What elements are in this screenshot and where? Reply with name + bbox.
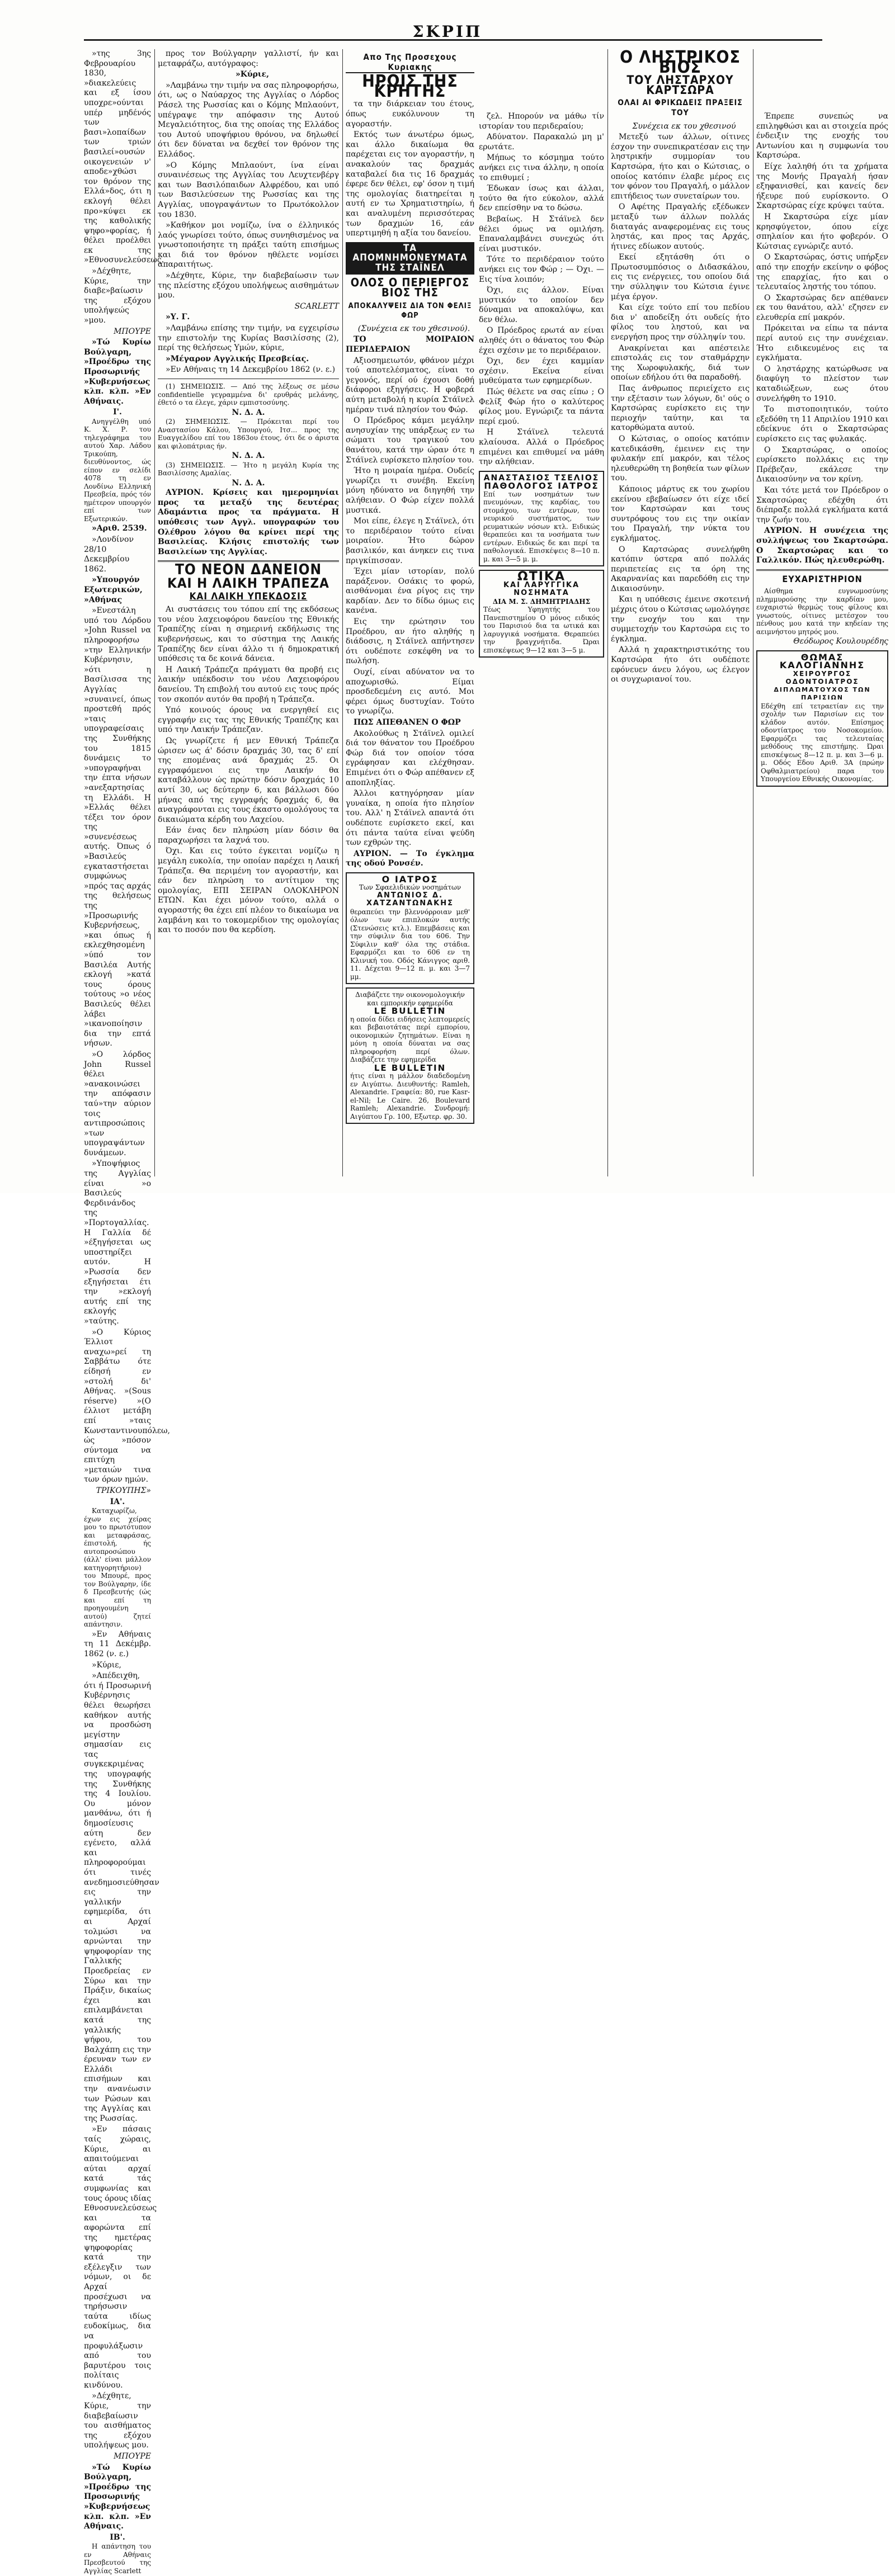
footnote: (1) ΣΗΜΕΙΩΣΙΣ. — Από της λέξεως σε μέσω confidentielle γεγραμμένα δι' ερυθράς μελάνης, έθετό ο τα έλεγε, χάριν εμπιστοσύνης.: [158, 382, 339, 407]
ad-name: ΘΩΜΑΣ ΚΑΛΟΓΙΑΝΝΗΣ: [779, 651, 865, 671]
advertisement-pathologist: [479, 471, 604, 567]
paragraph: »Υποψήφιος της Αγγλίας είναι »ο Βασιλεύς Φερδινάνδος της »Πορτογαλλίας. Η Γαλλία δέ »έξηγήσεται ως υποστηρίξει αυτόν. Η »Ρωσσία δεν εξηγήσεται έτι την »εκλογή αυτής επί της εκλογής »ταύτης.: [84, 1159, 151, 1326]
paragraph: »Εν Αθήναις τη 11 Δεκέμβρ. 1862 (ν. ε.): [84, 1629, 151, 1658]
subheadline: ΟΛΑΙ ΑΙ ΦΡΙΚΩΔΕΙΣ ΠΡΑΞΕΙΣ ΤΟΥ: [618, 98, 743, 117]
headline-leader: ΤΟΥ ΛΗΣΤΑΡΧΟΥ ΚΑΡΤΣΩΡΑ: [626, 73, 734, 97]
ad-line: Διαβάζετε την οικονομολογικήν και εμπορικήν εφημερίδα: [355, 991, 465, 1007]
advertisement-bulletin: [346, 987, 474, 1124]
address: »Τώ Κυρίω Βούλγαρη, »Προέδρω της Προσωρινής »Κυβερνήσεως κλπ. κλπ. »Εν Αθήναις.: [84, 2462, 151, 2531]
paragraph: Ο Πρόεδρος ερωτά αν είναι αληθές ότι ο θάνατος του Φώρ έχει σχέσιν με το περιδέραιον.: [479, 326, 604, 355]
paragraph: »Ο λόρδος John Russel θέλει »ανακοινώσει την απόφασιν ταύ»την αύριον τοις αντιπροσώποις »των υπογραψάντων δυνάμεων.: [84, 1050, 151, 1157]
signature: ΤΡΙΚΟΥΠΗΣ»: [96, 1486, 151, 1496]
paragraph: Ακολούθως η Στάϊνελ ομιλεί διά τον θάνατον του Προέδρου Φώρ διά τον οποίον τόσα εγράφησαν και ελέχθησαν. Επιμένει ότι ο Φώρ απέθανεν εξ αποπληξίας.: [346, 729, 474, 787]
paragraph: Και είχε τούτο επί του πεδίου δια ν' αποδείξη ότι ουδείς ήτο φίλος του ληστού, και να ενεργήση προς την σύλληψίν του.: [611, 303, 750, 342]
headline-crete: ΗΡΩΙΣ ΤΗΣ ΚΡΗΤΗΣ: [362, 72, 458, 101]
headline-life: ΟΛΟΣ Ο ΠΕΡΙΕΡΓΟΣ ΒΙΟΣ ΤΗΣ: [350, 276, 470, 300]
thanks-text: Αίσθημα ευγνωμοσύνης πλημμυρούσης την καρδίαν μου, ευχαριστώ θερμώς τους φίλους και γνωστούς, οίτινες μετέσχον του πένθους μου κατά την κηδείαν της αειμνήστου μητρός μου.: [756, 587, 888, 636]
signature: Θεόδωρος Κουλουρέδης: [793, 637, 888, 646]
ad-name: ΑΝΑΣΤΑΣΙΟΣ ΤΣΕΛΙΟΣ: [483, 473, 600, 483]
masthead-rule: [84, 39, 822, 41]
paragraph: Το πιστοποιητικόν, τούτο εξεδόθη τη 11 Απριλίου 1910 και εδείκνυε ότι ο Σκαρτσώρας ευρίσκετο εις τας φυλακάς.: [756, 405, 888, 443]
paragraph: Είχε λαληθή ότι τα χρήματα της Μονής Πραγαλή ήσαν εξηφανισθεί, και κανείς δεν ήξευρε πού ευρίσκοντο. Ο Σκαρτσώρας είχε κρύψει ταύτα.: [756, 162, 888, 211]
ad-name: LE BULLETIN: [374, 1006, 446, 1017]
paragraph: »Κύριε,: [235, 70, 270, 79]
paragraph: »Εν πάσαις ταίς χώραις, Κύριε, αι απαιτούμεναι αύται αρχαί κατά τάς συμφωνίας και τους όρους ιδίας Εθνοσυνελεύσεως και τα αφορώντα επί της ημετέρας ψηφοφορίας κατά την εξέλεγξιν των νόμων, οι δε Αρχαί προσέχωσι να τηρήσωσιν ταύτα ιδίως ευδοκίμως, δια να προφυλάξωσιν από του βαρυτέρου τοις πολίταις κινδύνου.: [84, 2125, 157, 2390]
subheadline: ΚΑΙ ΛΑΙΚΗ ΥΠΕΚΔΟΣΙΣ: [189, 590, 308, 602]
ad-subtitle: ΔΙΠΛΩΜΑΤΟΥΧΟΣ ΤΩΝ ΠΑΡΙΣΙΩΝ: [774, 686, 871, 702]
column-1-text: [84, 49, 170, 2576]
paragraph: Έδωκαν ίσως και άλλαι, τούτο θα ήτο εύκολον, αλλά δεν επείσθην να το δώσω.: [479, 184, 604, 213]
paragraph: ζελ. Ηπορούν να μάθω τίν ιστορίαν του περιδεραίου;: [479, 112, 604, 131]
thanks-title: ΕΥΧΑΡΙΣΤΗΡΙΟΝ: [782, 573, 863, 584]
note-signature: Ν. Δ. Α.: [232, 478, 265, 488]
kicker: Απο Της Προσεχους Κυριακης: [346, 53, 474, 73]
paragraph: Ο Σκαρτσώρας, ο οποίος ευρίσκετο πολλάκις εις την Πρέβεζαν, εκάλεσε την Δικαιοσύνην να τον κρίνη.: [756, 445, 888, 484]
column-3: [346, 49, 474, 1173]
signature: SCARLETT: [294, 301, 339, 311]
ad-title: ΠΑΘΟΛΟΓΟΣ ΙΑΤΡΟΣ: [484, 481, 599, 491]
paragraph: »Δέχθητε, Κύριε, την διαβεβαίωσιν των της πλείστης εξόχου υπολήψεως αισθημάτων μου.: [158, 271, 339, 300]
headline-bandit: Ο ΛΗΣΤΡΙΚΟΣ ΒΙΟΣ: [620, 48, 741, 77]
ad-text: Εδέχθη επί τετραετίαν εις την σχολήν των Παρισίων εις τον κλάδον αυτόν. Επίσημος οδοντίατρος του Νοσοκομείου. Εφαρμόζει τας τελευταίας μεθόδους της επιστήμης. Ώραι επισκέψεως 8—12 π. μ. και 3—6 μ. μ. Οδός Εδου Αριθ. 3Α (πρώην Οφθαλμιατρείου) παρα του Υπουργείου Εθνικής Οικονομίας.: [761, 702, 884, 783]
paragraph: Όχι, δεν έχει καμμίαν σχέσιν. Εκείνα είναι μυθεύματα των εφημερίδων.: [479, 357, 604, 386]
paragraph: »της 3ης Φεβρουαρίου 1830, »διακελεύεις και εξ ίσου υποχρε»ούνται υπέρ μηδένός των βασι»λοπαίδων των τριών βασιλεί»ουσών οικογενειών ν' αποδε»χθώσι τον θρόνον της Ελλά»δος, ότι η εκλογή θέλει προ»κύψει εκ της καθολικής ψηφο»φορίας, ή θέλει προέλθει εκ της »Εθνοσυνελεύσεως.: [84, 49, 164, 265]
headline-memoirs: ΤΑ ΑΠΟΜΝΗΜΟΝΕΥΜΑΤΑ ΤΗΣ ΣΤΑΪΝΕΛ: [346, 242, 474, 275]
paragraph: Εκεί εξητάσθη ότι ο Πρωτοσυμπόσιος ο Διδασκάλου, εις τις ενέργειες, του οποίου διά την σύλληψιν του Κώτσια έγινε μέγα έργον.: [611, 253, 750, 301]
ad-subtitle: ΚΑΙ ΛΑΡΥΓΓΙΚΑ ΝΟΣΗΜΑΤΑ: [503, 580, 580, 598]
paragraph: Έπρεπε συνεπώς να επιληφθώσι και αι στοιχεία πρός ένδειξιν της ενοχής του Αντωνίου και η συμφωνία του Καρτσώρα.: [756, 112, 888, 160]
paragraph: »Ο Κόμης Μπλαούντ, ίνα είναι συναινέσεως της Αγγλίας του Λευχτενβέργ και των Βασιλόπαιδων Αλφρέδου, και υπό των Βασιλεύσεων της Ρωσσίας και της Αγγλίας, υπογραψάντων το Πρωτόκολλον του 1830.: [158, 160, 339, 219]
ad-title: Ο ΙΑΤΡΟΣ: [381, 873, 439, 885]
ad-title: ΧΕΙΡΟΥΡΓΟΣ ΟΔΟΝΤΟΙΑΤΡΟΣ: [785, 669, 859, 686]
paragraph: Ο Σκαρτσώρας δεν απέθανεν εκ του θανάτου, αλλ' εζησεν εν ελευθερία επί μακρόν.: [756, 293, 888, 322]
paragraph: τα την διάρκειαν του έτους, όπως ευκόλυνουν τη αγοραστήν.: [346, 100, 474, 129]
paragraph: προς τον Βούλγαρην γαλλιστί, ήν και μεταφράζω, αυτόγραφος:: [158, 49, 339, 68]
signature: ΜΠΟΥΡΕ: [114, 2452, 151, 2461]
paragraph: »Δέχθητε, Κύριε, την διαβε»βαίωσιν της εξόχου υπολήψεώς »μου.: [84, 267, 151, 325]
paragraph: »Ενεστάλη υπό του Λόρδου »John Russel να πληροφορήσω »την Ελληνικήν Κυβέρνησιν, »ότι η Βασίλισσα της Αγγλίας »συναινεί, όπως προστεθή πρός »ταις υπογραφείσαις της Συνθήκης του 1815 δυνάμεις το »υπογραφήναι την έπτα νήσων »ανεξαρτησίας τη Ελλάδι. Η »Ελλάς θέλει τέξει τον όρον της »συνενέσεως αυτής. Όπως ό »Βασιλεύς εγκαταστήσεται συμφώνως »πρός τας αρχάς της θελήσεως της »Προσωρινής Κυβερνήσεως, »και όπως ή εκλεχθησομένη »ύπό τον Βασιλέα Αυτής εκλογή »κατά τους όρους τούτους »ο νέος Βασιλεύς θέλει λάβει »ικανοποίησιν δια την επτά νήσων.: [84, 606, 151, 1048]
column-5: [611, 49, 750, 1173]
paragraph: »Υ. Γ.: [166, 313, 190, 322]
paragraph: Ουχί, είναι αδύνατον να το αποχωρισθώ. Είμαι προσδεδεμένη εις αυτό. Μοι φέρει όμως δυστυχίαν. Τούτο το γνωρίζω.: [346, 668, 474, 716]
paragraph: Αι συστάσεις του τόπου επί της εκδόσεως του νέου λαχειοφόρου δανείου της Εθνικής Τραπέζης είναι η σημερινή εκδήλωσις της κυβερνήσεως, και το σύστημα της Λαικής Τραπέζης δεν είναι άλλο τι ή δημοκρατική υπόθεσις τα δε κοινά δάνεια.: [158, 605, 339, 664]
advertisement-doctor: [346, 872, 474, 985]
paragraph: Ο Σκαρτσώρας, όστις υπήρξεν από την εποχήν εκείνην ο φόβος της επαρχίας, ήτο και ο τελευταίος ληστής του τόπου.: [756, 253, 888, 292]
ad-name: LE BULLETIN: [374, 1062, 446, 1073]
continuation-note: (Συνέχεια εκ του χθεσινού).: [357, 324, 470, 333]
divider: [756, 569, 888, 571]
headline-loan: ΤΟ ΝΕΟΝ ΔΑΝΕΙΟΝ: [175, 561, 322, 579]
paragraph: Ο ληστάρχης κατώρθωσε να διαφύγη το πλείστον των καταδιώξεων, εως ότου συνελήφθη το 1910.: [756, 364, 888, 403]
paragraph: Ο Πρόεδρος κάμει μεγάλην ανησυχίαν της υπάρξεως εν τω σώματι του τραγικού του θανάτου, κατά την ώραν ότε η Στάϊνελ ευρίσκετο πλησίον του.: [346, 416, 474, 465]
paragraph: »Λαμβάνω επίσης την τιμήν, να εγχειρίσω την επιστολήν της Κυρίας Βασιλίσσης (2), περί της θελήσεως Υμών, κύριε,: [158, 324, 339, 353]
paragraph: Μοι είπε, έλεγε η Στάϊνελ, ότι το περιδέραιον τούτο είναι μοιραίον. Ήτο δώρον βασιλικόν, και άνηκεν εις τινα πριγκίπισσαν.: [346, 517, 474, 565]
paragraph: Έχει μίαν ιστορίαν, πολύ παράξενον. Οσάκις το φορώ, αισθάνομαι ένα ρίγος εις την καρδίαν. Δεν το δίδω όμως εις κανένα.: [346, 567, 474, 616]
note-signature: Ν. Δ. Α.: [232, 408, 265, 417]
paragraph: »Καθήκον μοι νομίζω, ίνα ο έλληνικός λαός γνωρίσει τούτο, όπως συνηθισμένος να γνωστοποιήσητε τη πράξει ταύτη επισήμως και διά τον θρόνον ηθέλετε νομίσει απαραιτήτως.: [158, 221, 339, 270]
paragraph: Ανηγγέλθη υπό Κ. Χ. Ρ. του τηλεγράφημα του αυτού Χαρ. Λάδου Τρικούπη, διευθύνοντος, ώς είπον εν σελίδι 4078 τη εν Λονδίνω Ελληνική Πρεσβεία, πρός τόν ημέτερον υπουργόν επί των Εξωτερικών.: [84, 417, 151, 523]
paragraph: Ο Κώτσιας, ο οποίος κατόπιν κατεδικάσθη, έμεινεν εις την φυλακήν επί μακρόν, και τέλος ηλευθερώθη τη βοηθεία των φίλων του.: [611, 434, 750, 483]
address: »Τώ Κυρίω Βούλγαρη, »Προέδρω της Προσωρινής »Κυβερνήσεως κλπ. κλπ. »Εν Αθήναις.: [84, 338, 151, 406]
advertisement-dentist: [756, 650, 888, 787]
paragraph: ΑΥΡΙΟΝ. — Το έγκλημα της οδού Ρονσέν.: [346, 849, 474, 868]
footnote: (2) ΣΗΜΕΙΩΣΙΣ. — Πρόκειται περί του Αναστασίου Κάλου, Υπουργού, Ιτσ... προς της Ευαγγελίδου επί του 1863ου έτους, ότι δε ο άριστα και φιλοπάτριας ήν.: [158, 418, 339, 450]
footnote: (3) ΣΗΜΕΙΩΣΙΣ. — Ήτο η μεγάλη Κυρία της Βασιλίσσης Αμαλίας.: [158, 461, 339, 478]
paragraph: Ο Καρτσώρας συνελήφθη κατόπιν ύστερα από πολλάς περιπετείας εις τα όρη της Ακαρνανίας και παρεδόθη εις την Δικαιοσύνην.: [611, 545, 750, 593]
ad-title: ΩΤΙΚΑ: [517, 570, 566, 584]
paragraph: Εάν ένας δεν πληρώση μίαν δόσιν θα παραχωρήσει τα λαχνά του.: [158, 826, 339, 845]
paragraph: »Υπουργόν Εξωτερικών, »Αθήνας: [84, 575, 143, 604]
column-divider: [154, 49, 155, 1176]
masthead: ΣΚΡΙΠ: [412, 22, 483, 41]
paragraph: Ήτο η μοιραία ημέρα. Ουδείς γνωρίζει τι συνέβη. Εκείνη μόνη ηδύνατο να διηγηθή την αλήθειαν. Ο Φώρ είχεν πολλά μυστικά.: [346, 466, 474, 515]
paragraph: Ανακρίνεται και απέστειλε επιστολάς εις τον σταθμάρχην της Χωροφυλακής, διά των οποίων εδήλου ότι θα παραδοθή.: [611, 343, 750, 382]
paragraph: »Δέχθητε, Κύριε, την διαβεβαίωσιν του αισθήματος της εξόχου υπολήψεως μου.: [84, 2391, 151, 2450]
paragraph: Μήπως το κόσμημα τούτο ανήκει εις τινα άλλην, η οποία το επιθυμεί ;: [479, 153, 604, 182]
paragraph: »Αριθ. 2539.: [92, 524, 147, 533]
paragraph: Η Λαική Τράπεζα πράγματι θα προβή εις λαικήν υπέκδοσιν του νέου Λαχειοφόρου δανείου. Τη επιβολή του αυτού εις τους πρός τον σκοπόν αυτόν θα προβή η Τράπεζα.: [158, 665, 339, 704]
paragraph: »Κύριε,: [92, 1660, 121, 1670]
paragraph: Η απάντηση του εν Αθήναις Πρεσβευτού της Αγγλίας Scarlett: [84, 2542, 151, 2575]
ad-text: Επί των νοσημάτων των πνευμόνων, της καρδίας, του στομάχου, των εντέρων, του νευρικού συστήματος, των ρευματικών νόσων κτλ. Ειδικώς θεραπεύει και τα νοσήματα των εντέρων. Ειδικώς δε και περί τα παθολογικά. Επισκέψεις 8—10 π. μ. και 3—5 μ. μ.: [483, 490, 600, 563]
paragraph: Αλλά η χαρακτηριστικότης του Καρτσώρα ήτο ότι ουδέποτε εφόνευεν άνευ λόγου, ως έλεγον οι συγχωριανοί του.: [611, 645, 750, 684]
paragraph: Τότε το περιδέραιον τούτο ανήκει εις τον Φώρ ; — Όχι. — Εις τίνα λοιπόν;: [479, 255, 604, 284]
section-number: Ι'.: [113, 408, 122, 417]
section-number: ΙΒ'.: [110, 2532, 125, 2542]
note-signature: Ν. Δ. Α.: [232, 451, 265, 461]
paragraph: Εκτός των άνωτέρω όμως, και άλλο δικαίωμα θα παρέχεται εις τον αγοραστήν, η ανακαλούν τας δραχμάς καταβαλεί δια τις 16 δραχμάς έφερε δεν θέλει, εφ' όσον η τιμή της ομολογίας διατηρείται η αυτή εν τω Χρηματιστηρίω, ή και αναλυμένη περισσότερας των δραχμών 16, εάν υπερτιμηθή η αξία του δανείου.: [346, 130, 474, 238]
section-title: ΤΟ ΜΟΙΡΑΙΟΝ ΠΕΡΙΔΕΡΑΙΟΝ: [346, 335, 474, 355]
paragraph: Πρόκειται να είπω τα πάντα περί αυτού εις την συνέχειαν. Ήτο ειδικευμένος εις τα εγκλήματα.: [756, 324, 888, 363]
section-number: ΙΑ'.: [110, 1497, 125, 1506]
subheadline: ΑΠΟΚΑΛΥΨΕΙΣ ΔΙΑ ΤΟΝ ΦΕΛΙΞ ΦΩΡ: [348, 301, 472, 320]
paragraph: »Εν Αθήναις τη 14 Δεκεμβρίου 1862 (ν. ε.): [166, 365, 336, 375]
advertisement-ent: [479, 570, 604, 658]
ad-text: ήτις είναι η μάλλον διαδεδομένη εν Αιγύπτω. Διευθυντής: Ramleh, Alexandrie. Γραφεία: 80, rue Kasr-el-Nil; Le Caire. 26, Boulevard Ramleh; Alexandrie. Συνδρομή: Αιγύπτου Γρ. 100, Εξωτερ. φρ. 30.: [350, 1072, 470, 1121]
section-title: ΠΩΣ ΑΠΕΘΑΝΕΝ Ο ΦΩΡ: [354, 718, 461, 727]
paragraph: Όχι. Και εις τούτο έγκειται νομίζω η μεγάλη ευκολία, την οποίαν παρέχει η Λαική Τράπεζα. Θα περιμένη τον αγοραστήν, και εάν δεν πληρώση το αντίτιμον της ομολογίας, ΕΠΙ ΣΕΙΡΑΝ ΟΛΟΚΛΗΡΟΝ ΕΤΩΝ. Και έχει μόνον τούτο, αλλά ο αγοραστής θα έχει επί πλέον το δικαίωμα να λαμβάνη και το τοκομερίδιον της ομολογίας και το ποσόν που θα κερδίση.: [158, 847, 339, 935]
paragraph: Βεβαίως. Η Στάϊνελ δεν θέλει όμως να ομιλήση. Επαναλαμβάνει συνεχώς ότι είναι μυστικόν.: [479, 214, 604, 253]
paragraph: Υπό κοινούς όρους να ενεργηθεί εις εγγραφήν εις τας της Εθνικής Τραπέζης και υπό την Λαικήν Τράπεζαν.: [158, 706, 339, 735]
ad-name: ΔΙΑ Μ. Σ. ΔΗΜΗΤΡΙΑΔΗΣ: [492, 597, 591, 606]
headline-bank: ΚΑΙ Η ΛΑΙΚΗ ΤΡΑΠΕΖΑ: [167, 575, 329, 592]
ad-text: Τέως Υφηγητής του Πανεπιστημίου Ο μόνος ειδικός του Παρισιού δια τα ωτικά και λαρυγγικά νοσήματα. Θεραπεύει την βραγχνήτιδα. Ώραι επισκέψεως 9—12 και 3—5 μ.: [483, 606, 600, 654]
column-6: [756, 112, 888, 1174]
ad-name: ΑΝΤΩΝΙΟΣ Δ. ΧΑΤΖΑΝΤΩΝΑΚΗΣ: [366, 891, 454, 908]
paragraph: »Μέγαρον Αγγλικής Πρεσβείας.: [166, 354, 309, 363]
paragraph: Καταχωρίζω, έχων εις χείρας μου το πρωτότυπον και μεταφράσας, έπιστολή, ής αυτοπροσώπου (άλλ' είναι μάλλον κατηγορητήριον) του Μπουρέ, προς τον Βούλγαρην, ίδε δ Πρεσβευτής (ώς και επί τη προηγουμένη αυτού) ζητεί απάντησιν.: [84, 1507, 151, 1629]
paragraph: Και η υπόθεσις έμεινε σκοτεινή μέχρις ότου ο Κώτσιας ωμολόγησε την ενοχήν του και την συμμετοχήν του Καρτσώρα εις το έγκλημα.: [611, 595, 750, 644]
column-4: [479, 112, 604, 1174]
paragraph: Κάποιος μάρτυς εκ του χωρίου εκείνου εβεβαίωσεν ότι είχε ιδεί τον Καρτσώραν και τους συντρόφους του εις την οικίαν του Πραγαλή, την νύκτα του εγκλήματος.: [611, 484, 750, 543]
signature: ΜΠΟΥΡΕ: [114, 327, 151, 336]
paragraph: Άλλοι κατηγόρησαν μίαν γυναίκα, η οποία ήτο πλησίον του. Αλλ' η Στάϊνελ απαντά ότι ουδέποτε ευρίσκετο εκεί, και ότι πάντα ταύτα είναι ψεύδη των εχθρών της.: [346, 789, 474, 848]
ad-subtitle: Των Σφαελιδικών νοσημάτων: [359, 883, 461, 892]
paragraph: »Ο Κύριος Έλλιοτ αναχω»ρεί τη Σαββάτω ότε είδησή εν »στολή δι' Αθήνας. »(Sous réserve) »(Ο έλλιοτ μετάβη επί »ταις Κωνσταντινουπόλεω, ώς »πόσον σύντομα να επιτύχη »μεταιών τινα των όρων ημών.: [84, 1327, 170, 1485]
paragraph: »Λονδίνον 28/10 Δεκεμβρίου 1862.: [84, 535, 134, 574]
ad-text: θεραπεύει την βλεννόρροιαν μεθ' όλων των επιπλοκών αυτής (Στενώσεις κτλ.). Επεμβάσεις και την σύφιλιν δια του 606. Την Σύφιλιν καθ' όλα της στάδια. Εφαρμόζει και το 606 εν τη Κλινική του. Οδός Κάνιγγος αριθ. 11. Δέχεται 9—12 π. μ. και 3—7 μμ.: [350, 907, 470, 981]
tomorrow-notice: ΑΥΡΙΟΝ. Η συνέχεια της συλλήψεως του Σκαρτσώρα. Ο Σκαρτσώρας και το Γαλλικόν. Πώς ηλευθερώθη.: [756, 526, 888, 565]
column-divider: [607, 49, 608, 1176]
paragraph: Όχι, εις άλλον. Είναι μυστικόν το οποίον δεν δύναμαι να αποκαλύψω, και δεν θέλω.: [479, 286, 604, 324]
paragraph: Εις την ερώτησιν του Προέδρου, αν ήτο αληθής η διάδοσις, η Στάϊνελ απήντησεν ότι ουδέποτε εσκέφθη να το πωλήση.: [346, 617, 474, 666]
paragraph: Ως γνωρίζετε ή μεν Εθνική Τράπεζα ώρισεν ως ά' δόσιν δραχμάς 30, τας δ' επί της επομένας ανά δραχμάς 25. Οι εγγραφόμενοι εις την Λαικήν θα καταβάλλουν ώς πρώτην δόσιν δραχμάς 10 αντί 30, ως δεύτερην 6, και βάλλωσι δύο μήνας από της εγγραφής δραχμάς 6, θα αναγράφονται εις τους έκαστο ομολόγους τα δικαιώματα κέρδη του Λαχείου.: [158, 736, 339, 824]
tomorrow-notice: ΑΥΡΙΟΝ. Κρίσεις και ημερομηνίαι προς τα μεταξύ της δευτέρας Αδαμάντια προς τα πράγματα. Η υπόθεσις των Αγγλ. υπογραφών του Ολέθρου λόγου θα κρίνει περί της Βασιλείας. Κλήσις επιστολής των Βασιλείων της Αγγλίας.: [158, 488, 339, 556]
paragraph: Πώς θέλετε να σας είπω ; Ο Φελίξ Φώρ ήτο ο καλύτερος φίλος μου. Εγνώριζε τα πάντα περί εμού.: [479, 387, 604, 426]
paragraph: Αδύνατον. Παρακαλώ μη μ' ερωτάτε.: [479, 133, 604, 152]
continuation-note: Συνέχεια εκ του χθεσινού: [632, 121, 736, 131]
ad-text: η οποία δίδει ειδήσεις λεπτομερείς και βεβαιοτάτας περί εμπορίου, οικονομικών ζητημάτων. Είναι η μόνη η οποία δύναται να σας πληροφορήση περί όλων. Διαβάζετε την εφημερίδα: [350, 1015, 470, 1064]
column-divider: [342, 49, 343, 1176]
paragraph: »Λαμβάνω την τιμήν να σας πληροφορήσω, ότι, ως ο Ναύαρχος της Αγγλίας ο Λόρδος Ράσελ της Ρωσσίας και ο Κόμης Μπλαούντ, υπέγραψε την απόφασιν της Αυτού Μεγαλειότητος, δια της οποίας της Ελλάδος του Αυτού υποψήφιου θρόνου, να δηλωθεί ότι δεν δύναται να δεχθεί τον θρόνον της Ελλάδος.: [158, 81, 339, 159]
paragraph: Αξιοσημειωτόν, φθάνον μέχρι τού αποτελέσματος, είναι το γεγονός, περί ού έχουσι δοθή διάφοροι εξηγήσεις. Η φοβερά αύτη μεταβολή η κυρία Στάϊνελ ημέραν τινά πλησίον του Φώρ.: [346, 356, 474, 414]
paragraph: Η Στάϊνελ τελευτά κλαίουσα. Αλλά ο Πρόεδρος επιμένει και επιθυμεί να μάθη την αλήθειαν.: [479, 428, 604, 467]
column-2: [158, 49, 339, 1173]
paragraph: Η Σκαρτσώρα είχε μίαν κρησφύγετον, όπου είχε σπηλαίον και ήτο φοβερόν. Ο Κώτσιας εγνώριζε αυτό.: [756, 212, 888, 251]
paragraph: Πας άνθρωπος περιείχετο εις την εξέτασιν των λόγων, δι' ούς ο Καρτσώρας ευρίσκετο εις την περιοχήν ταύτην, και τα κατορθώματα αυτού.: [611, 384, 750, 433]
paragraph: »Απέδειχθη, ότι ή Προσωρινή Κυβέρνησις θέλει θεωρήσει καθήκον αυτής να προσδώση μεγίστην σημασίαν εις τας συγκεκριμένας της υπογραφής της Συνθήκης της 4 Ιουλίου. Ου μόνον μανθάνω, ότι ή δημοσίευσις αύτη δεν εγένετο, αλλά και πληροφορούμαι ότι τινές ανεδημοσιεύθησαν εις την γαλλικήν εφημερίδα, ότι αι Αρχαί τολμώσι να αρνώνται την ψηφοφορίαν της Γαλλικής Προεδρείας εν Σύρω και την Πράξιν, δικαίως έχει και επιλαμβάνεται κατά της γαλλικής ψήφου, του Βαλχάπη εις την έρευναν των εν Ελλάδι επισήμων και την ανανέωσιν των Ρώσων και της Αγγλίας και της Ρωσσίας.: [84, 1671, 159, 2123]
paragraph: Μετεξύ των άλλων, οίτινες έσχον την συνεπικρατέσαν εις την ληστρικήν συμμορίαν του Καρτσώρα, ήτο και ο Κώτσιας, ο οποίος κατόπιν έλαβε μέρος εις τον φόνον του Πραγαλή, ο μάλλον επιτήδειος των συνεταίρων του.: [611, 133, 750, 201]
paragraph: Και τότε μετά τον Πρόεδρον ο Σκαρτσώρας εδέχθη ότι διέπραξε πολλά εγκλήματα κατά την ζωήν του.: [756, 485, 888, 524]
paragraph: Ο Αφέτης Πραγαλής εξέδωκεν μεταξύ των άλλων πολλάς διαταγάς αναφερομένας εις τους ληστάς, και προς τας Αρχάς, ήτινες εδίωκον αυτούς.: [611, 202, 750, 251]
